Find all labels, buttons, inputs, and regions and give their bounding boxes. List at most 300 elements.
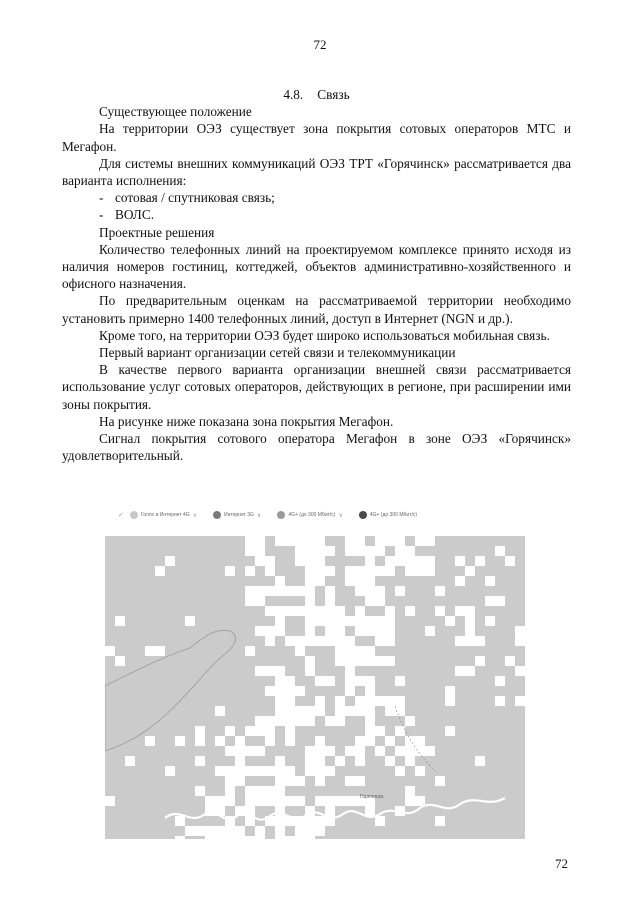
list-dash: -: [99, 190, 104, 206]
coverage-gap-cell: [355, 696, 365, 706]
coverage-gap-cell: [505, 556, 515, 566]
coverage-gap-cell: [355, 606, 365, 616]
coverage-gap-cell: [255, 786, 265, 796]
coverage-gap-cell: [385, 626, 395, 636]
coverage-gap-cell: [355, 566, 365, 576]
coverage-gap-cell: [465, 566, 475, 576]
coverage-gap-cell: [145, 646, 155, 656]
coverage-gap-cell: [325, 636, 335, 646]
coverage-gap-cell: [115, 656, 125, 666]
coverage-gap-cell: [315, 536, 325, 546]
coverage-gap-cell: [315, 776, 325, 786]
paragraph: Проектные решения: [99, 224, 215, 240]
coverage-gap-cell: [405, 786, 415, 796]
coverage-gap-cell: [245, 746, 255, 756]
coverage-map-image: [105, 536, 525, 839]
coverage-gap-cell: [375, 656, 385, 666]
coverage-gap-cell: [285, 706, 295, 716]
coverage-gap-cell: [315, 706, 325, 716]
coverage-gap-cell: [275, 586, 285, 596]
coverage-gap-cell: [275, 706, 285, 716]
paragraph: Сигнал покрытия сотового оператора Мегафон в зоне ОЭЗ «Горячинск» удовлетворительный.: [62, 431, 571, 464]
coverage-gap-cell: [225, 796, 235, 806]
coverage-gap-cell: [465, 636, 475, 646]
coverage-gap-cell: [255, 556, 265, 566]
coverage-gap-cell: [235, 746, 245, 756]
coverage-gap-cell: [325, 616, 335, 626]
coverage-gap-cell: [235, 756, 245, 766]
coverage-gap-cell: [505, 656, 515, 666]
coverage-gap-cell: [275, 536, 285, 546]
coverage-gap-cell: [365, 556, 375, 566]
coverage-gap-cell: [115, 616, 125, 626]
coverage-gap-cell: [345, 746, 355, 756]
coverage-gap-cell: [315, 576, 325, 586]
chevron-down-icon: ∨: [256, 512, 262, 519]
coverage-gap-cell: [265, 716, 275, 726]
coverage-gap-cell: [375, 696, 385, 706]
coverage-gap-cell: [305, 566, 315, 576]
coverage-gap-cell: [395, 696, 405, 706]
coverage-dot-icon: [277, 511, 285, 519]
coverage-gap-cell: [375, 546, 385, 556]
coverage-gap-cell: [345, 676, 355, 686]
coverage-gap-cell: [395, 676, 405, 686]
coverage-gap-cell: [245, 586, 255, 596]
coverage-gap-cell: [105, 796, 115, 806]
coverage-gap-cell: [395, 556, 405, 566]
coverage-gap-cell: [415, 766, 425, 776]
coverage-gap-cell: [445, 616, 455, 626]
page-number-top: 72: [313, 37, 327, 52]
page-number-bottom: 72: [555, 856, 568, 871]
coverage-gap-cell: [345, 536, 355, 546]
coverage-gap-cell: [345, 666, 355, 676]
coverage-gap-cell: [215, 736, 225, 746]
coverage-gap-cell: [405, 746, 415, 756]
coverage-gap-cell: [365, 806, 375, 816]
paragraph: В качестве первого варианта организации внешней связи рассматривается использование услуг сотовых операторов, действующих в регионе, при расширении ими зоны покрытия.: [62, 362, 571, 412]
coverage-gap-cell: [275, 576, 285, 586]
coverage-gap-cell: [335, 716, 345, 726]
coverage-gap-cell: [325, 676, 335, 686]
coverage-gap-cell: [395, 536, 405, 546]
coverage-gap-cell: [245, 766, 255, 776]
coverage-gap-cell: [295, 716, 305, 726]
coverage-gap-cell: [395, 546, 405, 556]
coverage-gap-cell: [265, 586, 275, 596]
coverage-gap-cell: [235, 826, 245, 836]
legend-entry[interactable]: [213, 511, 261, 519]
legend-entry[interactable]: [130, 511, 197, 519]
coverage-gap-cell: [175, 836, 185, 839]
coverage-gap-cell: [275, 626, 285, 636]
coverage-gap-cell: [315, 546, 325, 556]
coverage-gap-cell: [355, 626, 365, 636]
coverage-gap-cell: [415, 796, 425, 806]
coverage-gap-cell: [285, 766, 295, 776]
coverage-gap-cell: [305, 706, 315, 716]
coverage-gap-cell: [255, 796, 265, 806]
coverage-gap-cell: [245, 596, 255, 606]
coverage-gap-cell: [275, 616, 285, 626]
paragraph: На территории ОЭЗ существует зона покрытия сотовых операторов МТС и Мегафон.: [62, 121, 571, 154]
coverage-gap-cell: [245, 796, 255, 806]
coverage-gap-cell: [145, 736, 155, 746]
coverage-gap-cell: [275, 816, 285, 826]
coverage-gap-cell: [295, 646, 305, 656]
paragraph: Первый вариант организации сетей связи и телекоммуникации: [99, 345, 456, 361]
coverage-gap-cell: [225, 726, 235, 736]
coverage-gap-cell: [325, 766, 335, 776]
coverage-gap-cell: [265, 666, 275, 676]
coverage-gap-cell: [305, 836, 315, 839]
coverage-gap-cell: [415, 736, 425, 746]
coverage-gap-cell: [385, 616, 395, 626]
legend-label: Интернет 3G: [224, 512, 254, 518]
coverage-gap-cell: [305, 826, 315, 836]
coverage-gap-cell: [165, 556, 175, 566]
coverage-gap-cell: [225, 566, 235, 576]
coverage-gap-cell: [465, 606, 475, 616]
coverage-gap-cell: [295, 826, 305, 836]
paragraph: Кроме того, на территории ОЭЗ будет широко использоваться мобильная связь.: [99, 327, 550, 343]
coverage-gap-cell: [325, 796, 335, 806]
coverage-gap-cell: [475, 756, 485, 766]
legend-label: 4G+ (до 300 Мбит/с): [369, 512, 418, 518]
coverage-gap-cell: [305, 636, 315, 646]
list-text: ВОЛС.: [115, 207, 155, 223]
coverage-gap-cell: [435, 606, 445, 616]
coverage-gap-cell: [365, 696, 375, 706]
coverage-gap-cell: [405, 796, 415, 806]
coverage-gap-cell: [295, 836, 305, 839]
coverage-gap-cell: [375, 586, 385, 596]
coverage-gap-cell: [365, 566, 375, 576]
coverage-gap-cell: [355, 706, 365, 716]
coverage-gap-cell: [305, 596, 315, 606]
coverage-gap-cell: [365, 626, 375, 636]
coverage-gap-cell: [385, 556, 395, 566]
coverage-gap-cell: [365, 686, 375, 696]
coverage-gap-cell: [255, 826, 265, 836]
coverage-gap-cell: [435, 586, 445, 596]
coverage-gap-cell: [265, 786, 275, 796]
coverage-gap-cell: [475, 556, 485, 566]
coverage-gap-cell: [305, 766, 315, 776]
coverage-gap-cell: [255, 586, 265, 596]
coverage-gap-cell: [415, 536, 425, 546]
list-dash: -: [99, 207, 104, 223]
coverage-gap-cell: [295, 606, 305, 616]
coverage-gap-cell: [385, 636, 395, 646]
coverage-gap-cell: [445, 696, 455, 706]
coverage-gap-cell: [335, 606, 345, 616]
coverage-gap-cell: [425, 556, 435, 566]
coverage-gap-cell: [305, 586, 315, 596]
coverage-gap-cell: [195, 786, 205, 796]
coverage-gap-cell: [395, 586, 405, 596]
coverage-gap-cell: [245, 546, 255, 556]
coverage-gap-cell: [215, 836, 225, 839]
coverage-gap-cell: [515, 666, 525, 676]
paragraph: По предварительным оценкам на рассматриваемой территории необходимо установить примерно 1400 телефонных линий, доступ в Интернет (NGN и др.).: [62, 293, 571, 326]
coverage-gap-cell: [385, 706, 395, 716]
coverage-gap-cell: [275, 686, 285, 696]
coverage-gap-cell: [345, 576, 355, 586]
coverage-gap-cell: [415, 556, 425, 566]
coverage-gap-cell: [375, 626, 385, 636]
coverage-gap-cell: [315, 616, 325, 626]
coverage-gap-cell: [375, 616, 385, 626]
coverage-gap-cell: [255, 836, 265, 839]
coverage-gap-cell: [325, 806, 335, 816]
coverage-gap-cell: [395, 766, 405, 776]
coverage-gap-cell: [415, 746, 425, 756]
coverage-gap-cell: [335, 756, 345, 766]
coverage-gap-cell: [305, 746, 315, 756]
coverage-gap-cell: [195, 756, 205, 766]
coverage-gap-cell: [195, 826, 205, 836]
coverage-gap-cell: [405, 566, 415, 576]
coverage-gap-cell: [285, 586, 295, 596]
coverage-gap-cell: [345, 546, 355, 556]
coverage-gap-cell: [275, 696, 285, 706]
coverage-gap-cell: [275, 666, 285, 676]
coverage-gap-cell: [385, 606, 395, 616]
coverage-gap-cell: [455, 556, 465, 566]
coverage-gap-cell: [365, 646, 375, 656]
coverage-gap-cell: [355, 586, 365, 596]
coverage-gap-cell: [285, 536, 295, 546]
coverage-gap-cell: [265, 766, 275, 776]
coverage-gap-cell: [255, 746, 265, 756]
coverage-gap-cell: [295, 586, 305, 596]
coverage-gap-cell: [255, 596, 265, 606]
coverage-gap-cell: [245, 836, 255, 839]
coverage-gap-cell: [225, 826, 235, 836]
map-legend: [118, 508, 538, 522]
legend-entry[interactable]: [277, 511, 343, 519]
coverage-gap-cell: [245, 726, 255, 736]
coverage-gap-cell: [305, 716, 315, 726]
coverage-gap-cell: [315, 826, 325, 836]
coverage-gap-cell: [285, 736, 295, 746]
coverage-gap-cell: [295, 796, 305, 806]
coverage-gap-cell: [285, 676, 295, 686]
coverage-gap-cell: [325, 606, 335, 616]
coverage-gap-cell: [335, 696, 345, 706]
coverage-gap-cell: [375, 536, 385, 546]
coverage-gap-cell: [425, 746, 435, 756]
coverage-gap-cell: [255, 726, 265, 736]
section-heading: [62, 86, 571, 103]
coverage-gap-cell: [205, 826, 215, 836]
coverage-gap-cell: [275, 836, 285, 839]
coverage-gap-cell: [255, 716, 265, 726]
coverage-gap-cell: [405, 606, 415, 616]
coverage-gap-cell: [215, 826, 225, 836]
coverage-gap-cell: [495, 546, 505, 556]
coverage-gap-cell: [385, 756, 395, 766]
coverage-gap-cell: [275, 676, 285, 686]
coverage-gap-cell: [355, 656, 365, 666]
coverage-gap-cell: [305, 616, 315, 626]
coverage-gap-cell: [335, 706, 345, 716]
coverage-gap-cell: [515, 696, 525, 706]
coverage-dot-icon: [359, 511, 367, 519]
coverage-gap-cell: [285, 716, 295, 726]
legend-label: 4G+ (до 300 Мбит/с): [288, 512, 336, 518]
coverage-gap-cell: [385, 656, 395, 666]
coverage-gap-cell: [325, 566, 335, 576]
coverage-gap-cell: [265, 736, 275, 746]
coverage-gap-cell: [445, 686, 455, 696]
coverage-gap-cell: [235, 766, 245, 776]
coverage-gap-cell: [295, 556, 305, 566]
coverage-gap-cell: [395, 746, 405, 756]
coverage-gap-cell: [255, 546, 265, 556]
coverage-gap-cell: [355, 736, 365, 746]
coverage-gap-cell: [375, 636, 385, 646]
coverage-gap-cell: [465, 626, 475, 636]
coverage-gap-cell: [265, 606, 275, 616]
coverage-gap-cell: [295, 706, 305, 716]
coverage-gap-cell: [435, 816, 445, 826]
coverage-gap-cell: [325, 716, 335, 726]
coverage-gap-cell: [355, 756, 365, 766]
coverage-gap-cell: [305, 576, 315, 586]
coverage-gap-cell: [265, 636, 275, 646]
coverage-gap-cell: [385, 536, 395, 546]
coverage-gap-cell: [345, 656, 355, 666]
coverage-gap-cell: [355, 646, 365, 656]
coverage-gap-cell: [275, 786, 285, 796]
coverage-gap-cell: [495, 596, 505, 606]
coverage-gap-cell: [355, 776, 365, 786]
coverage-gap-cell: [485, 576, 495, 586]
coverage-gap-cell: [325, 586, 335, 596]
coverage-gap-cell: [315, 756, 325, 766]
coverage-dot-icon: [130, 511, 138, 519]
coverage-gap-cell: [485, 596, 495, 606]
coverage-gap-cell: [515, 636, 525, 646]
coverage-gap-cell: [285, 636, 295, 646]
coverage-gap-cell: [375, 726, 385, 736]
coverage-gap-cell: [345, 686, 355, 696]
coverage-gap-cell: [235, 776, 245, 786]
coverage-gap-cell: [275, 826, 285, 836]
coverage-gap-cell: [315, 696, 325, 706]
coverage-gap-cell: [405, 716, 415, 726]
coverage-gap-cell: [215, 796, 225, 806]
coverage-gap-cell: [315, 676, 325, 686]
coverage-gap-cell: [335, 796, 345, 806]
coverage-gap-cell: [425, 536, 435, 546]
coverage-gap-cell: [315, 816, 325, 826]
coverage-gap-cell: [435, 776, 445, 786]
coverage-gap-cell: [315, 556, 325, 566]
coverage-gap-cell: [365, 576, 375, 586]
coverage-gap-cell: [305, 626, 315, 636]
coverage-gap-cell: [245, 786, 255, 796]
coverage-gap-cell: [285, 776, 295, 786]
coverage-gap-cell: [455, 576, 465, 586]
coverage-gap-cell: [255, 536, 265, 546]
coverage-gap-cell: [375, 746, 385, 756]
coverage-gap-cell: [185, 616, 195, 626]
coverage-gap-cell: [375, 816, 385, 826]
coverage-gap-cell: [225, 836, 235, 839]
coverage-gap-cell: [455, 606, 465, 616]
coverage-gap-cell: [265, 726, 275, 736]
coverage-gap-cell: [245, 646, 255, 656]
section-number: 4.8.: [283, 87, 304, 102]
coverage-gap-cell: [275, 776, 285, 786]
coverage-gap-cell: [355, 546, 365, 556]
coverage-gap-cell: [315, 746, 325, 756]
coverage-gap-cell: [375, 566, 385, 576]
coverage-gap-cell: [195, 726, 205, 736]
coverage-gap-cell: [105, 646, 115, 656]
coverage-gap-cell: [405, 756, 415, 766]
coverage-gap-cell: [275, 606, 285, 616]
coverage-gap-cell: [305, 816, 315, 826]
coverage-gap-cell: [405, 736, 415, 746]
coverage-gap-cell: [355, 576, 365, 586]
coverage-gap-cell: [215, 706, 225, 716]
coverage-gap-cell: [365, 596, 375, 606]
coverage-gap-cell: [405, 546, 415, 556]
coverage-gap-cell: [265, 556, 275, 566]
paragraph: Существующее положение: [99, 104, 252, 120]
coverage-gap-cell: [485, 616, 495, 626]
coverage-gap-cell: [295, 636, 305, 646]
coverage-gap-cell: [315, 796, 325, 806]
coverage-gap-cell: [175, 816, 185, 826]
coverage-gap-cell: [495, 676, 505, 686]
legend-label: Голос и Интернет 4G: [140, 512, 190, 518]
coverage-gap-cell: [355, 676, 365, 686]
coverage-gap-cell: [265, 626, 275, 636]
document-body: [62, 86, 571, 464]
coverage-gap-cell: [345, 636, 355, 646]
coverage-gap-cell: [305, 656, 315, 666]
coverage-gap-cell: [365, 706, 375, 716]
coverage-gap-cell: [345, 646, 355, 656]
coverage-map: [105, 536, 525, 839]
coverage-gap-cell: [365, 676, 375, 686]
coverage-gap-cell: [275, 796, 285, 806]
coverage-gap-cell: [315, 606, 325, 616]
coverage-gap-cell: [315, 566, 325, 576]
chevron-down-icon: ∨: [192, 512, 198, 519]
coverage-gap-cell: [225, 746, 235, 756]
coverage-gap-cell: [195, 736, 205, 746]
coverage-gap-cell: [235, 836, 245, 839]
coverage-gap-cell: [295, 776, 305, 786]
coverage-gap-cell: [345, 776, 355, 786]
legend-entry[interactable]: [359, 511, 417, 519]
coverage-gap-cell: [185, 826, 195, 836]
coverage-gap-cell: [265, 566, 275, 576]
coverage-gap-cell: [465, 616, 475, 626]
coverage-gap-cell: [385, 566, 395, 576]
coverage-gap-cell: [295, 536, 305, 546]
coverage-gap-cell: [305, 556, 315, 566]
coverage-dot-icon: [213, 511, 221, 519]
coverage-gap-cell: [245, 536, 255, 546]
